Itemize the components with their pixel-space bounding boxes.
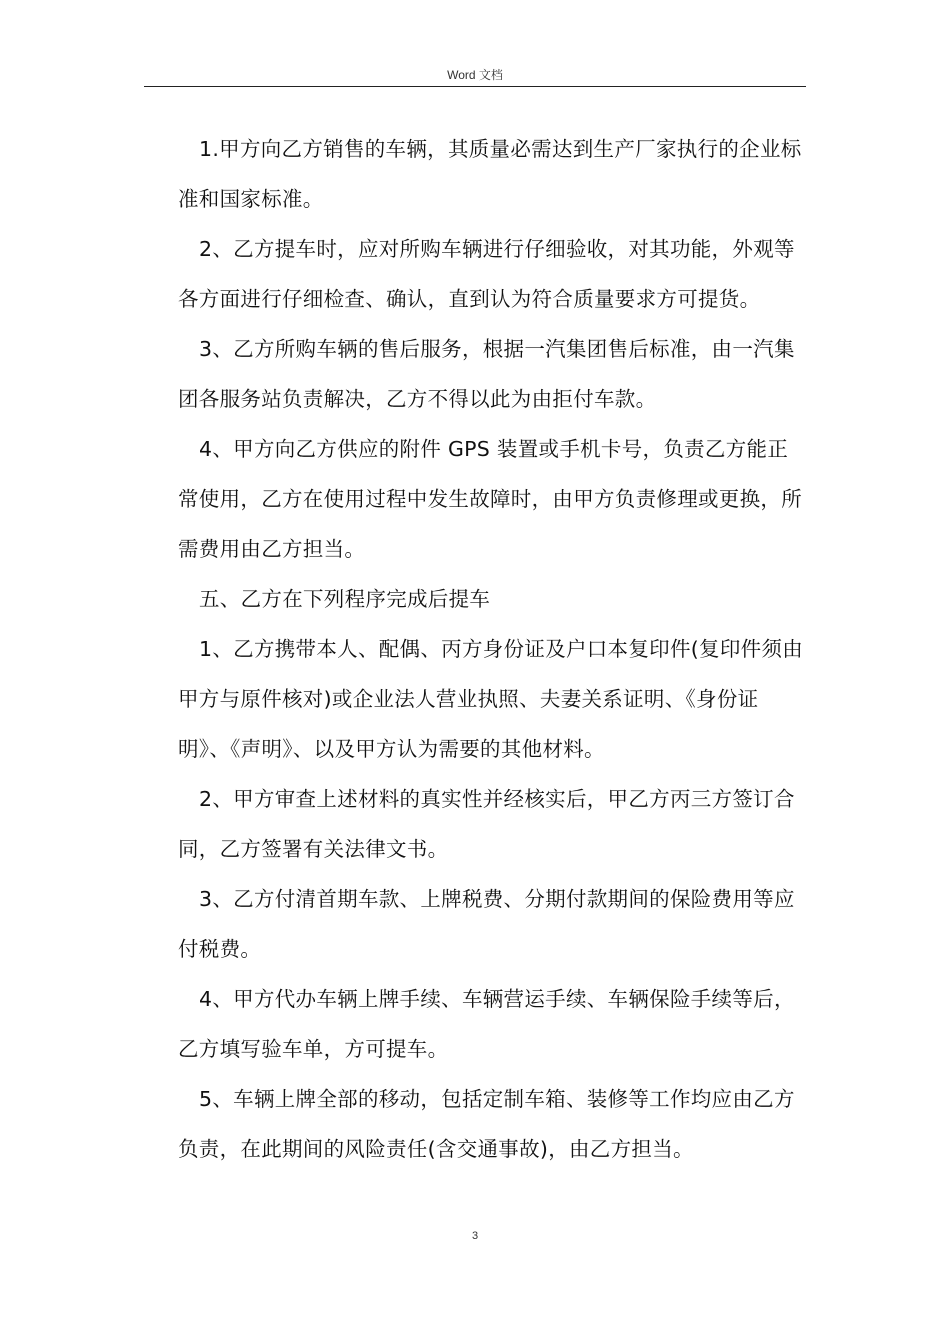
- paragraph-payment: 3、乙方付清首期车款、上牌税费、分期付款期间的保险费用等应付税费。: [178, 887, 795, 961]
- paragraph-modification-risk: 5、车辆上牌全部的移动，包括定制车箱、装修等工作均应由乙方负责，在此期间的风险责任(含交通事故)，由乙方担当。: [178, 1087, 795, 1161]
- paragraph-verification: 2、甲方审查上述材料的真实性并经核实后，甲乙方丙三方签订合同，乙方签署有关法律文书。: [178, 787, 795, 861]
- paragraph-after-sales: 3、乙方所购车辆的售后服务，根据一汽集团售后标准，由一汽集团各服务站负责解决，乙方不得以此为由拒付车款。: [178, 337, 795, 411]
- paragraph-inspection: 2、乙方提车时，应对所购车辆进行仔细验收，对其功能，外观等各方面进行仔细检查、确认，直到认为符合质量要求方可提货。: [178, 237, 795, 311]
- document-header: Word 文档: [447, 68, 503, 82]
- document-body: [178, 124, 806, 1174]
- page-number: 3: [471, 1230, 479, 1242]
- paragraph-documents: 1、乙方携带本人、配偶、丙方身份证及户口本复印件(复印件须由甲方与原件核对)或企业法人营业执照、夫妻关系证明、《身份证明》、《声明》、以及甲方认为需要的其他材料。: [178, 637, 804, 761]
- section-heading-pickup: 五、乙方在下列程序完成后提车: [199, 587, 491, 611]
- paragraph-quality-standard: 1.甲方向乙方销售的车辆，其质量必需达到生产厂家执行的企业标准和国家标准。: [178, 137, 802, 211]
- header-divider: [144, 86, 806, 87]
- paragraph-registration: 4、甲方代办车辆上牌手续、车辆营运手续、车辆保险手续等后，乙方填写验车单，方可提车。: [178, 987, 795, 1061]
- paragraph-gps-accessory: 4、甲方向乙方供应的附件 GPS 装置或手机卡号，负责乙方能正常使用，乙方在使用过程中发生故障时，由甲方负责修理或更换，所需费用由乙方担当。: [178, 437, 802, 561]
